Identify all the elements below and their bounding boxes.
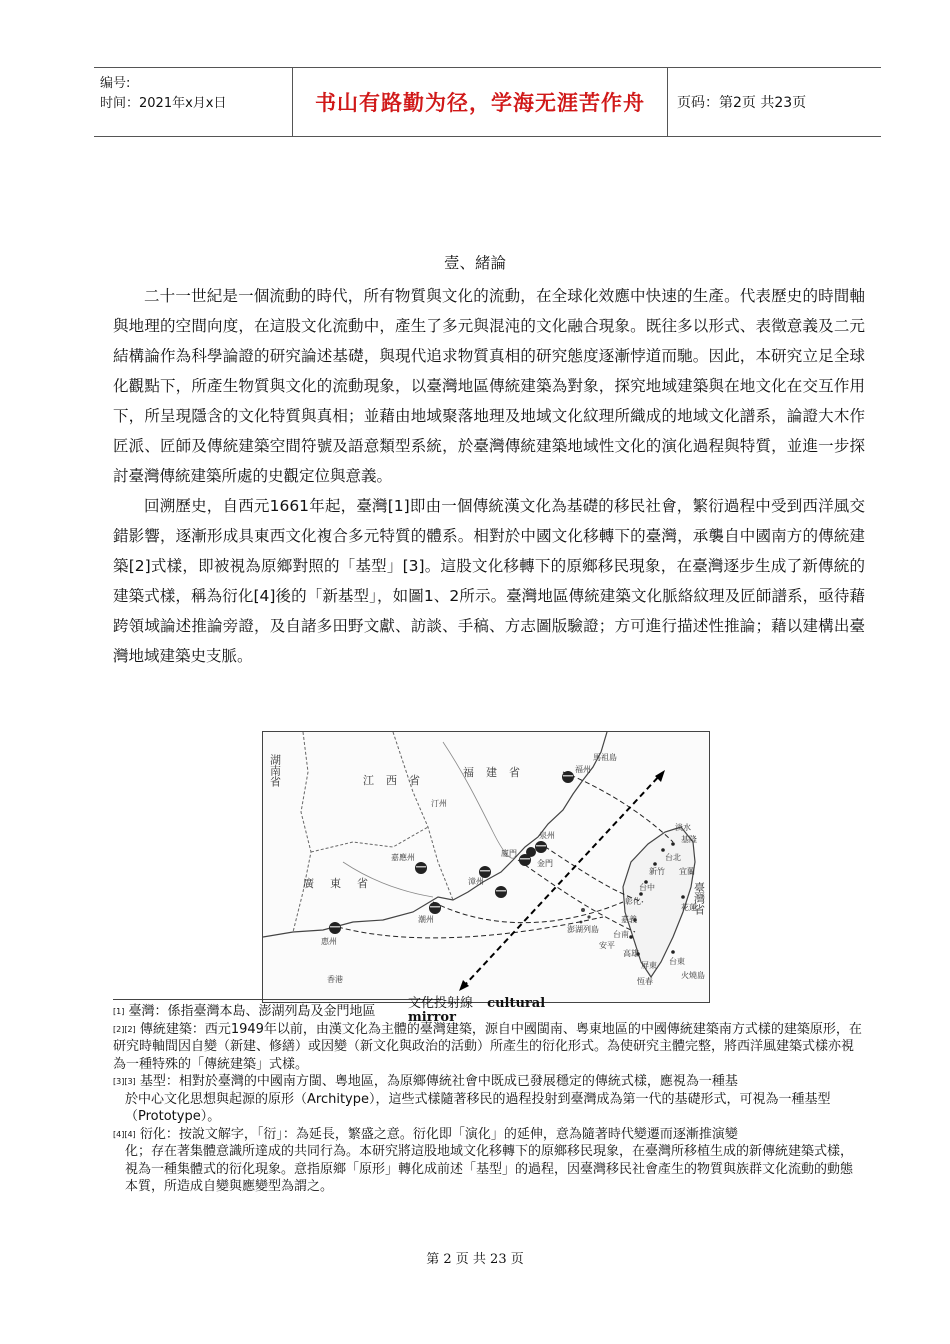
footnote-1 [113,1003,865,1021]
footnote-text-cont: 於中心文化思想與起源的原形（Architype），這些式樣隨著移民的過程投射到臺灣成為第一代的基礎形式，可視為一種基型（Prototype）。 [125,1091,831,1124]
province-border-2 [393,732,453,900]
label-guangdong: 廣東省 [303,877,384,890]
caption-en-2: mirror [408,1010,456,1025]
number-label: 编号: [100,76,131,91]
paragraph-2: 回溯歷史，自西元1661年起，臺灣[1]即由一個傳統漢文化為基礎的移民社會，繁衍過程中受到西洋風交錯影響，逐漸形成具東西文化複合多元特質的體系。相對於中國文化移轉下的臺灣，承襲自中國南方的傳統建築[2]式樣，即被視為原鄉對照的「基型」[3]。這股文化移轉下的原鄉移民現象，在臺灣逐步生成了新傳統的建築式樣，稱為衍化[4]後的「新基型」，如圖1、2所示。臺灣地區傳統建築文化脈絡紋理及匠師譜系，亟待藉跨領域論述推論旁證，及自諸多田野文獻、訪談、手稿、方志圖版驗證；方可進行描述性推論；藉以建構出臺灣地域建築史支脈。 [113,497,865,665]
footnote-2 [113,1021,865,1074]
marker-huizhou [329,922,341,934]
province-border-1 [293,732,311,932]
footnote-4 [113,1126,865,1196]
label-yilan: 宜蘭 [679,867,695,876]
label-fujian: 福建省 [463,766,532,779]
label-zhanghua: 彰化 [625,897,641,906]
label-zhangzhou: 漳州 [468,877,484,886]
label-taidong: 台東 [669,957,685,966]
header-meta [100,74,226,114]
footnote-separator [113,999,443,1000]
label-gaoxiong: 高雄 [623,949,639,958]
label-jiaying: 嘉應州 [391,853,415,862]
header-motto: 书山有路勤为径，学海无涯苦作舟 [292,68,668,136]
caption-en-1: cultural [487,996,546,1011]
label-penghu: 澎湖列島 [567,925,599,934]
paragraph-1: 二十一世紀是一個流動的時代，所有物質與文化的流動，在全球化效應中快速的生產。代表歷史的時間軸與地理的空間向度，在這股文化流動中，產生了多元與混沌的文化融合現象。既往多以形式、表徵意義及二元結構論作為科學論證的研究論述基礎，與現代追求物質真相的研究態度逐漸悖道而馳。因此，本研究立足全球化觀點下，所產生物質與文化的流動現象，以臺灣地區傳統建築為對象，探究地域建築與在地文化在交互作用下，所呈現隱含的文化特質與真相；並藉由地域聚落地理及地域文化紋理所織成的地域文化譜系，論證大木作匠派、匠師及傳統建築空間符號及語意類型系統，於臺灣傳統建築地域性文化的演化過程與特質，並進一步探討臺灣傳統建築所處的史觀定位與意義。 [113,287,865,485]
label-pingdong: 屏東 [641,961,657,970]
label-danshui: 淡水 [675,823,691,832]
label-xianggang: 香港 [327,975,343,984]
marker-fuzhou [562,771,574,783]
marker-jinmen [526,847,536,857]
label-jilong: 基隆 [681,835,697,844]
marker-quanzhou [535,841,547,853]
label-jiayi: 嘉義 [621,915,637,924]
river-1 [443,742,515,858]
label-xiamen: 廈門 [501,849,517,858]
label-hunan: 湖南省 [268,754,282,787]
label-tainan: 台南 [613,930,629,939]
label-hualian: 花蓮 [681,903,697,912]
label-fuzhou: 福州 [575,765,591,774]
time-label: 时间：2021年x月x日 [100,96,227,111]
label-xinzhu: 新竹 [649,867,665,876]
marker-jiaying [415,862,427,874]
label-huoshao: 火燒島 [681,971,705,980]
route-3 [518,860,635,932]
header-page-info: 页码：第2页 共23页 [677,95,807,111]
label-chaozhou: 潮州 [418,915,434,924]
route-4 [433,902,623,923]
marker-tingzhou [495,886,507,898]
label-taizhong: 台中 [639,883,655,892]
caption-zh: 文化投射線 [408,996,474,1011]
label-taibei: 台北 [665,853,681,862]
label-jinmen: 金門 [537,859,553,868]
body-text [113,281,865,671]
mirror-arrow-bottom [459,980,469,991]
footnote-3 [113,1073,865,1126]
footnote-text: 臺灣：係指臺灣本島、澎湖列島及金門地區 [128,1004,376,1019]
page-header [94,67,881,137]
footnote-text: 衍化：按說文解字，「衍」：為延長，繁盛之意。衍化即「演化」的延伸，意為隨著時代變遷而逐漸推演變 [139,1126,738,1142]
footnotes [113,1003,865,1196]
label-hengchun: 恆春 [637,977,653,986]
section-title: 壹、緒論 [443,254,506,272]
label-mazu: 馬祖島 [593,753,617,762]
marker-chaozhou [429,902,441,914]
page-footer: 第 2 页 共 23 页 [426,1252,524,1267]
route-1 [563,772,673,842]
map-svg [263,732,709,1002]
label-taiwan: 臺灣省 [692,882,706,915]
label-tingzhou: 汀州 [431,799,447,808]
label-huizhou: 惠州 [321,937,337,946]
footnote-mark: [3][3] [113,1077,136,1086]
footnote-mark: [2][2] [113,1024,136,1034]
label-anping: 安平 [599,941,615,950]
migration-map-figure [262,731,710,1003]
footnote-mark: [1] [113,1007,125,1016]
footnote-mark: [4][4] [113,1129,136,1139]
label-quanzhou: 泉州 [539,831,555,840]
footnote-text: 基型：相對於臺灣的中國南方閩、粵地區，為原鄉傳統社會中既成已發展穩定的傳統式樣，應視為一種基 [139,1074,738,1089]
province-border-3 [311,827,428,852]
footnote-text: 傳統建築：西元1949年以前，由漢文化為主體的臺灣建築，源自中國閩南、粵東地區的中國傳統建築南方式樣的建築原形，在研究時軸間因自變（新建、修繕）或因變（新文化與政治的活動）所產生的衍化形式。為使研究主體完整，將西洋風建築式樣亦視為一種特殊的「傳統建築」式樣。 [113,1021,862,1072]
footnote-text-cont: 化；存在著集體意識所達成的共同行為。本研究將這股地域文化移轉下的原鄉移民現象，在臺灣所移植生成的新傳統建築式樣，視為一種集體式的衍化現象。意指原鄉「原形」轉化成前述「基型」的過程，因臺灣移民社會產生的物質與族群文化流動的動態本質，所造成自變與應變型為謂之。 [125,1144,854,1194]
label-jiangxi: 江西省 [363,774,432,787]
